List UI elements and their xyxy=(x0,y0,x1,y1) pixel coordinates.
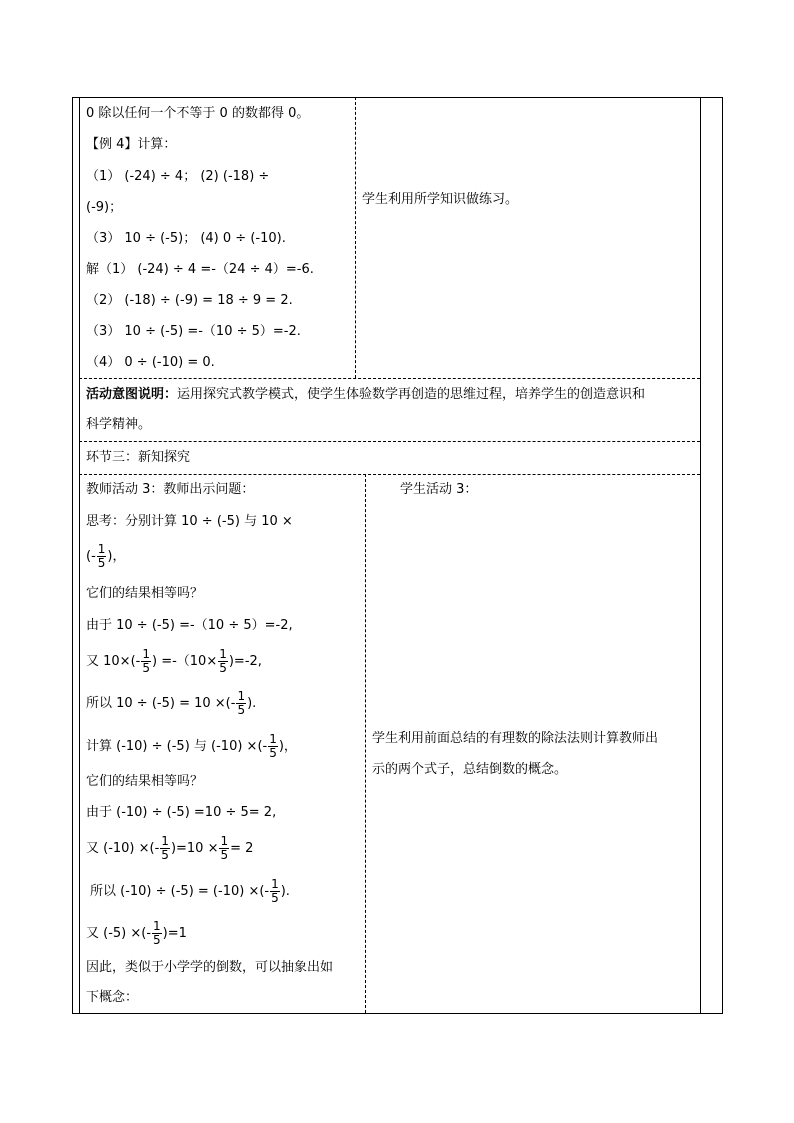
math-line: 所以 (-10) ÷ (-5) = (-10) ×(- $\frac{1}{5}$ ). xyxy=(90,877,290,905)
text-line: （1） (-24) ÷ 4； (2) (-18) ÷ xyxy=(86,169,270,184)
text-line: (-9)； xyxy=(86,200,123,215)
math-line: 又 10×(- $\frac{1}{5}$ ) =-（10× $\frac{1}{5}$ )=-2, xyxy=(86,647,262,675)
table-inner-left-border xyxy=(79,97,80,1013)
intent-line xyxy=(86,387,645,403)
table-inner-right-border xyxy=(700,97,701,1013)
text-line: 解（1） (-24) ÷ 4 =-（24 ÷ 4）=-6. xyxy=(86,262,314,277)
text-line: （3） 10 ÷ (-5) =-（10 ÷ 5）=-2. xyxy=(86,324,301,339)
text-line: 由于 10 ÷ (-5) =-（10 ÷ 5）=-2, xyxy=(86,618,293,633)
row-divider xyxy=(79,474,700,475)
row-divider xyxy=(79,378,700,379)
math-line: (- $\frac{1}{5}$ )， xyxy=(86,542,126,570)
text-line: 0 除以任何一个不等于 0 的数都得 0。 xyxy=(86,106,310,121)
table-right-border xyxy=(722,97,723,1013)
text-line: 它们的结果相等吗？ xyxy=(86,586,204,601)
fraction: $\frac{1}{5}$ xyxy=(97,542,106,570)
section-title: 环节三：新知探究 xyxy=(86,450,191,465)
text-line: 由于 (-10) ÷ (-5) =10 ÷ 5= 2, xyxy=(86,805,277,820)
table-bottom-border xyxy=(72,1013,723,1014)
student-practice-text: 学生利用所学知识做练习。 xyxy=(362,192,519,207)
text-line: 它们的结果相等吗？ xyxy=(86,774,204,789)
fraction: $\frac{1}{5}$ xyxy=(237,689,246,717)
row-divider xyxy=(79,441,700,442)
fraction: $\frac{1}{5}$ xyxy=(271,877,279,905)
text-line: （2） (-18) ÷ (-9) = 18 ÷ 9 = 2. xyxy=(86,293,293,308)
fraction: $\frac{1}{5}$ xyxy=(269,732,277,760)
intent-label: 活动意图说明： xyxy=(86,387,178,402)
math-line: 又 (-10) ×(- $\frac{1}{5}$ )=10 × $\frac{1}{5}$ = 2 xyxy=(86,834,254,862)
text-line: （3） 10 ÷ (-5)； (4) 0 ÷ (-10). xyxy=(86,231,286,246)
math-line: 所以 10 ÷ (-5) = 10 ×(- $\frac{1}{5}$ ). xyxy=(86,689,257,717)
fraction: $\frac{1}{5}$ xyxy=(142,647,150,675)
column-divider xyxy=(365,474,366,1013)
text-line: （4） 0 ÷ (-10) = 0. xyxy=(86,355,215,370)
fraction: $\frac{1}{5}$ xyxy=(219,647,227,675)
math-line: 计算 (-10) ÷ (-5) 与 (-10) ×(- $\frac{1}{5}$ )， xyxy=(86,732,297,760)
fraction: $\frac{1}{5}$ xyxy=(161,834,169,862)
text-line: 【例 4】计算： xyxy=(86,137,177,152)
math-line: 又 (-5) ×(- $\frac{1}{5}$ )=1 xyxy=(86,919,187,947)
text-line: 因此，类似于小学学的倒数，可以抽象出如 xyxy=(86,960,334,975)
fraction: $\frac{1}{5}$ xyxy=(153,919,161,947)
teacher-heading: 教师活动 3：教师出示问题： xyxy=(86,482,255,497)
fraction: $\frac{1}{5}$ xyxy=(220,834,229,862)
column-divider xyxy=(355,97,356,378)
student-activity-text: 示的两个式子，总结倒数的概念。 xyxy=(372,762,568,777)
student-heading: 学生活动 3： xyxy=(400,482,478,497)
text-line: 下概念： xyxy=(86,990,139,1005)
table-top-border xyxy=(72,97,723,98)
intent-text: 运用探究式教学模式，使学生体验数学再创造的思维过程，培养学生的创造意识和 xyxy=(177,387,646,402)
intent-line: 科学精神。 xyxy=(86,417,152,432)
student-activity-text: 学生利用前面总结的有理数的除法法则计算教师出 xyxy=(372,731,659,746)
text-line: 思考：分别计算 10 ÷ (-5) 与 10 × xyxy=(86,514,293,529)
table-left-border xyxy=(72,97,73,1013)
